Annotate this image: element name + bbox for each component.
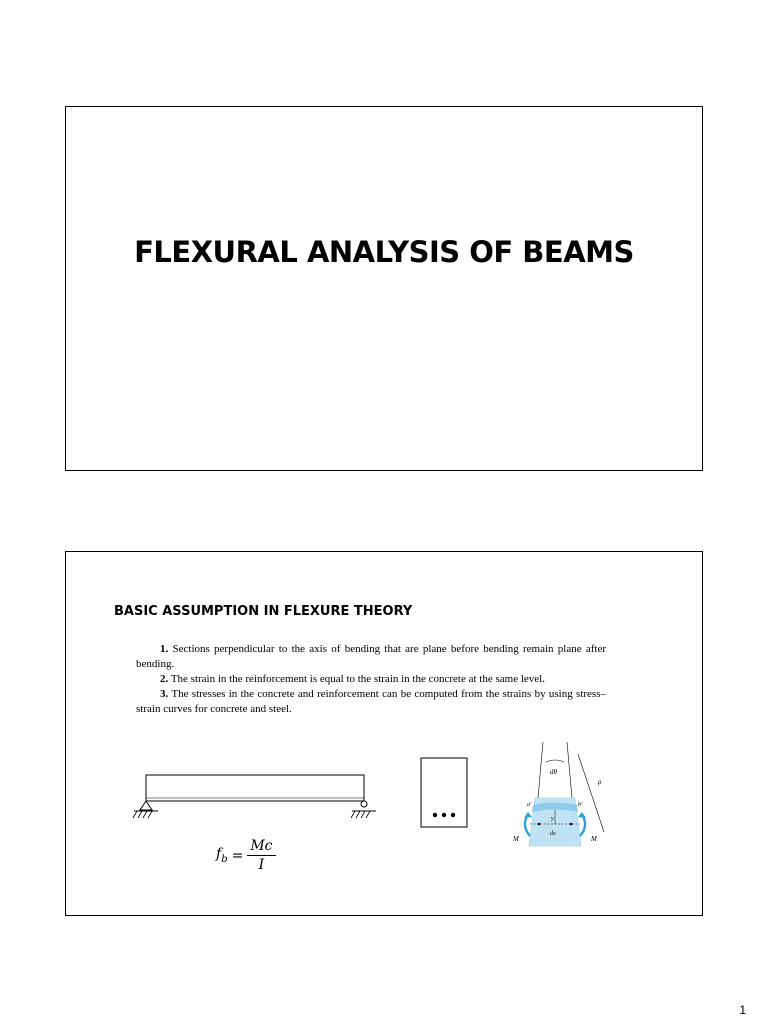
a-prime-label: a′ <box>527 802 532 808</box>
formula-numerator: Mc <box>247 838 275 856</box>
rebar-dot <box>442 813 446 817</box>
assumption-text: Sections perpendicular to the axis of bending that are plane before bending remain plane after bending. <box>136 643 607 670</box>
formula-equals: = <box>231 847 244 864</box>
rebar-dot <box>433 813 437 817</box>
section-heading: BASIC ASSUMPTION IN FLEXURE THEORY <box>114 604 413 619</box>
dx-label: dx <box>550 831 556 837</box>
b-prime-label: b′ <box>578 802 583 808</box>
assumption-item <box>136 642 606 672</box>
slide-assumptions <box>65 551 703 916</box>
moment-left-label: M <box>513 835 519 843</box>
moment-right-label: M <box>591 835 597 843</box>
y-label: y <box>551 816 554 822</box>
simply-supported-beam-figure <box>128 770 378 826</box>
bending-stress-formula <box>216 838 276 873</box>
beam-cross-section-figure <box>420 757 470 829</box>
assumption-item <box>136 672 606 687</box>
beam-body <box>146 775 364 801</box>
rho-label: ρ <box>598 778 602 786</box>
bending-element-figure <box>506 740 616 850</box>
assumption-number: 1. <box>160 643 169 655</box>
assumption-number: 3. <box>160 688 169 700</box>
assumption-text: The stresses in the concrete and reinforcement can be computed from the strains by using stress–strain curves for concrete and steel. <box>136 688 606 715</box>
assumptions-list <box>136 642 606 717</box>
assumption-text: The strain in the reinforcement is equal to the strain in the concrete at the same level. <box>170 673 545 685</box>
formula-subscript: b <box>221 853 228 865</box>
slide-title <box>65 106 703 471</box>
roller-support-icon <box>351 801 376 818</box>
page-number: 1 <box>739 1003 746 1017</box>
assumption-number: 2. <box>160 673 169 685</box>
assumption-item <box>136 687 606 717</box>
rebar-dot <box>451 813 455 817</box>
formula-lhs: $f_b$ <box>216 846 228 865</box>
pin-support-icon <box>133 801 158 818</box>
formula-denominator: I <box>258 857 265 873</box>
slide-title-text: FLEXURAL ANALYSIS OF BEAMS <box>134 235 634 269</box>
dtheta-label: dθ <box>550 768 557 776</box>
formula-fraction <box>247 838 275 873</box>
